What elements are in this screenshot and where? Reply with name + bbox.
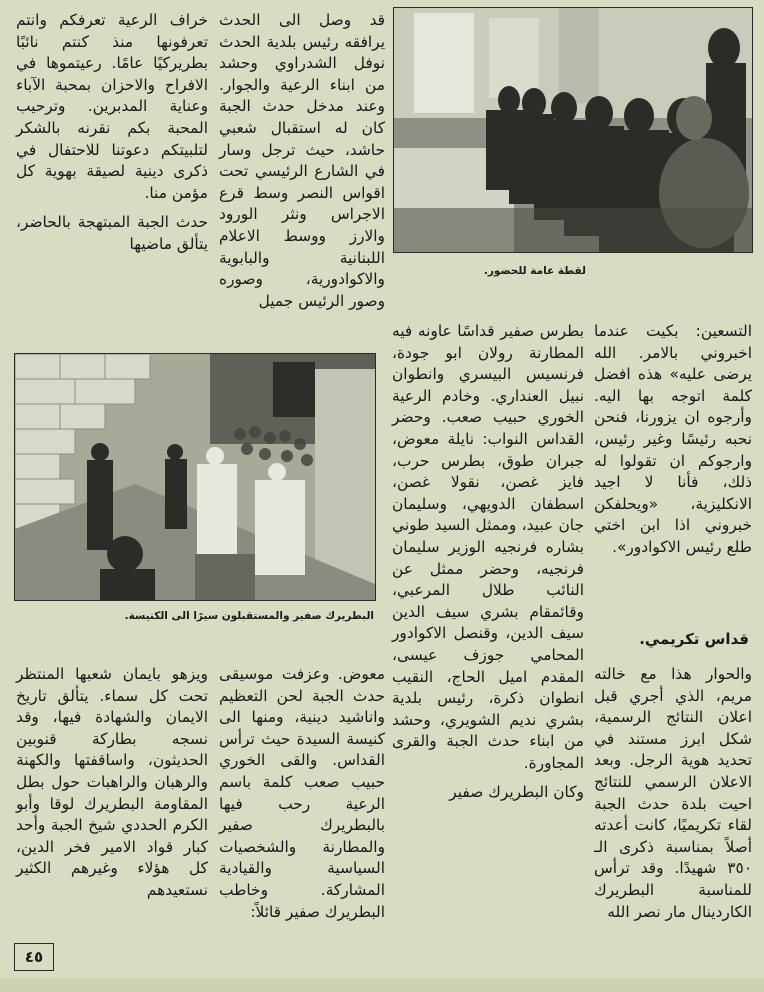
column-mid-right-2 (594, 664, 752, 923)
paragraph: حدث الجبة المبتهجة بالحاضر، يتألق ماضيها (16, 213, 208, 253)
column-bottom-center (219, 664, 385, 923)
column-top-left (16, 10, 208, 256)
caption-audience: لقطة عامة للحضور. (483, 265, 586, 277)
column-top-right (219, 10, 385, 312)
section-heading: قداس تكريمي. (639, 630, 749, 648)
paragraph: معوض. وعزفت موسيقى حدث الجبة لحن التعظيم واناشيد دينية، ومنها الى كنيسة السيدة حيث ترأس القداس. والقى الخوري حبيب صعب كلمة باسم الرعية رحب فيها بالبطريرك صفير والمطارنة والشخصيات السياسية والقيادية المشاركة. وخاطب البطريرك صفير قائلاً: (219, 665, 385, 921)
photo-procession (14, 353, 376, 601)
column-bottom-left (16, 664, 208, 902)
procession-image (15, 354, 375, 600)
paragraph: قد وصل الى الحدث يرافقه رئيس بلدية الحدث نوفل الشدراوي وحشد من ابناء الرعية والجوار. وعند مدخل حدث الجبة كان له استقبال شعبي حاشد، حيث ترجل وسار في الشارع الرئيسي تحت اقواس النصر وسط قرع الاجراس ونثر الورود والارز ووسط الاعلام اللبنانية والبابوية والاكوادورية، وصوره وصور الرئيس جميل (219, 11, 385, 310)
photo-audience (393, 7, 753, 253)
column-mid-center (392, 321, 584, 804)
paragraph: ويزهو بايمان شعبها المنتظر تحت كل سماء. يتألق تاريخ الايمان والشهادة فيها، وقد نسجه بطاركة قنوبين الحديثون، واساقفتها والكهنة والرهبان والراهبات حول بطل المقاومة البطريرك لوقا وأبو الكرم الحددي شيخ الجبة وأحد كبار قواد الامير فخر الدين، كل هؤلاء وغيرهم الكثير نستعيدهم (16, 665, 208, 899)
paragraph: والحوار هذا مع خالته مريم، الذي أجري قبل اعلان النتائج الرسمية، شكل ابرز مستند في تحديد هوية الرجل. وبعد الاعلان الرسمي للنتائج احيت بلدة حدث الجبة لقاء تكريميًا، كانت أعدته أصلاً بمناسبة ذكرى الـ ٣٥٠ شهيدًا. وقد ترأس للمناسبة البطريرك الكاردينال مار نصر الله (594, 665, 752, 921)
page-number: ٤٥ (14, 943, 54, 971)
bottom-strip (0, 978, 764, 992)
paragraph: التسعين: بكيت عندما اخبروني بالامر. الله يرضى عليه» هذه افضل كلمة اتوجه بها اليه. وأرجوه ان يزورنا، فنحن نحبه رئيسًا وغير رئيس، وارجوكم ان تقولوا له ذلك، فأنا لا اجيد الانكليزية، «ويحلفكن خبروني اذا ابن اختي طلع رئيس الاكوادور». (594, 322, 752, 556)
column-mid-right (594, 321, 752, 559)
audience-image (394, 8, 752, 252)
caption-procession: البطريرك صفير والمستقبلون سيرًا الى الكنيسة. (124, 610, 374, 622)
paragraph: بطرس صفير قداسًا عاونه فيه المطارنة رولان ابو جودة، فرنسيس البيسري وانطوان نبيل العنداري. وخادم الرعية الخوري حبيب صعب. وحضر القداس النواب: نايلة معوض، جبران طوق، بطرس حرب، فايز غصن، نقولا غصن، اسطفان الدويهي، وسليمان جان عبيد، وممثل السيد طوني بشاره فرنجيه الوزير سليمان فرنجيه، وحضر ممثل عن النائب طلال المرعبي، وقائمقام بشري سيف الدين سيف الدين، وقنصل الاكوادور المحامي جوزف عيسى، المقدم اميل الحاج، النقيب انطوان ذكرة، رئيس بلدية بشري نديم الشويري، وحشد من ابناء حدث الجبة والقرى المجاورة. (392, 322, 584, 772)
paragraph: وكان البطريرك صفير (449, 783, 584, 802)
paragraph: خراف الرعية تعرفكم وانتم تعرفونها منذ كنتم نائبًا بطريركيًا عامًا. رعيتموها في الافراح والاحزان بمحبة الآباء وعناية المدبرين. وترحيب المحبة بكم نقرنه بالشكر لتلبيتكم دعوتنا للاحتفال في ذكرى دينية لصيقة بهوية كل مؤمن منا. (16, 11, 208, 202)
